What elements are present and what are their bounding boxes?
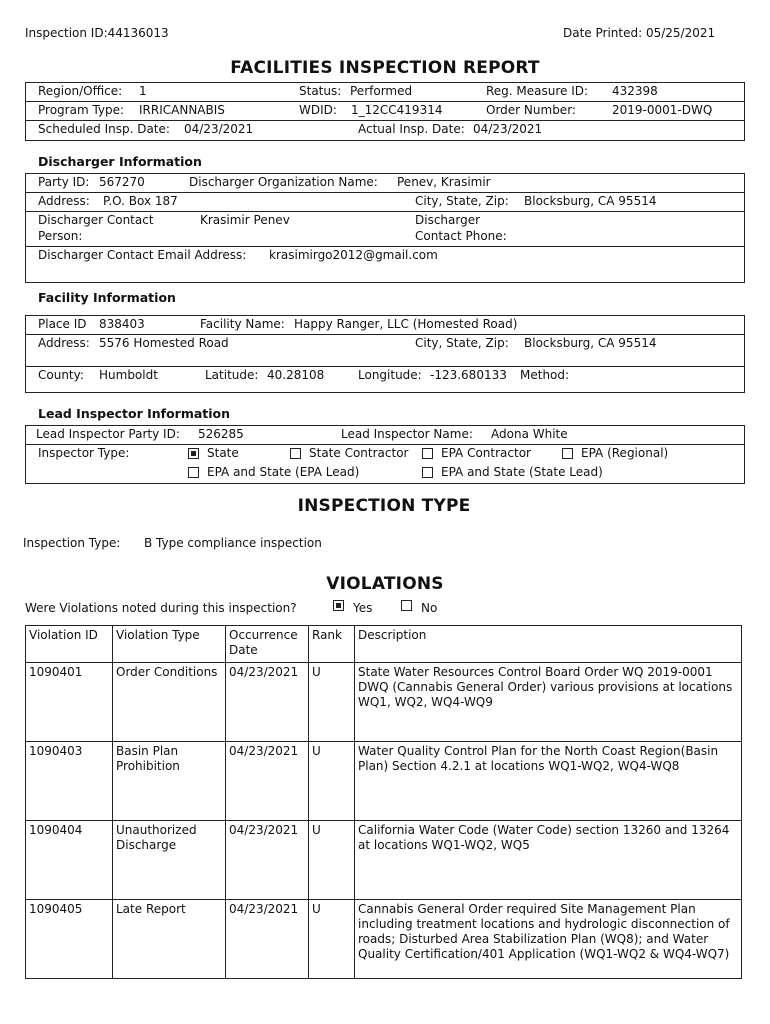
contact-email-label: Discharger Contact Email Address: (38, 248, 247, 262)
discharger-csz-label: City, State, Zip: (415, 194, 509, 208)
table-row (26, 900, 742, 979)
party-id-label: Party ID: (38, 175, 90, 189)
facility-csz-label: City, State, Zip: (415, 336, 509, 350)
party-id-value: 567270 (99, 175, 145, 189)
contact-email-value: krasimirgo2012@gmail.com (269, 248, 438, 262)
rank-cell: U (309, 742, 355, 821)
violation-id-cell: 1090404 (26, 821, 113, 900)
status-value: Performed (350, 84, 413, 98)
divider (25, 120, 745, 121)
discharger-box (25, 173, 745, 283)
violations-title: VIOLATIONS (326, 574, 444, 594)
column-header-violation-id: Violation ID (26, 626, 113, 663)
region-value: 1 (139, 84, 147, 98)
wdid-value: 1_12CC419314 (351, 103, 443, 117)
inspector-type-epa-state-state-lead-checkbox[interactable] (422, 467, 433, 478)
discharger-section-title: Discharger Information (38, 154, 202, 169)
column-header-description: Description (355, 626, 742, 663)
contact-person-label-1: Discharger Contact (38, 213, 154, 227)
region-label: Region/Office: (38, 84, 123, 98)
violations-yes-label: Yes (353, 601, 373, 615)
inspector-type-epa-regional-label: EPA (Regional) (581, 446, 669, 460)
inspection-id: Inspection ID:44136013 (25, 26, 169, 40)
org-name-value: Penev, Krasimir (397, 175, 491, 189)
actual-date-value: 04/23/2021 (473, 122, 543, 136)
description-cell: California Water Code (Water Code) section 13260 and 13264 at locations WQ1-WQ2, WQ5 (355, 821, 742, 900)
county-label: County: (38, 368, 84, 382)
discharger-address-label: Address: (38, 194, 90, 208)
wdid-label: WDID: (299, 103, 337, 117)
rank-cell: U (309, 821, 355, 900)
rank-cell: U (309, 663, 355, 742)
violation-type-cell: Late Report (113, 900, 226, 979)
divider (25, 246, 745, 247)
program-type-value: IRRICANNABIS (139, 103, 225, 117)
inspector-type-state-checkbox[interactable] (188, 448, 199, 459)
inspection-type-value: B Type compliance inspection (144, 536, 322, 550)
violation-type-cell: Order Conditions (113, 663, 226, 742)
violations-no-label: No (421, 601, 438, 615)
rank-cell: U (309, 900, 355, 979)
place-id-value: 838403 (99, 317, 145, 331)
inspection-type-title: INSPECTION TYPE (297, 496, 471, 516)
table-row (26, 742, 742, 821)
occurrence-date-cell: 04/23/2021 (226, 663, 309, 742)
column-header-occurrence-date: Occurrence Date (226, 626, 309, 663)
method-label: Method: (520, 368, 570, 382)
facility-csz-value: Blocksburg, CA 95514 (524, 336, 657, 350)
scheduled-date-label: Scheduled Insp. Date: (38, 122, 170, 136)
lead-inspector-party-id-value: 526285 (198, 427, 244, 441)
table-header-row (26, 626, 742, 663)
status-label: Status: (299, 84, 342, 98)
description-cell: State Water Resources Control Board Order WQ 2019-0001 DWQ (Cannabis General Order) various provisions at locations WQ1, WQ2, WQ4-WQ9 (355, 663, 742, 742)
contact-person-label-2: Person: (38, 229, 83, 243)
report-title: FACILITIES INSPECTION REPORT (230, 58, 540, 78)
violation-id-cell: 1090401 (26, 663, 113, 742)
program-type-label: Program Type: (38, 103, 125, 117)
divider (25, 101, 745, 102)
divider (25, 211, 745, 212)
occurrence-date-cell: 04/23/2021 (226, 900, 309, 979)
contact-phone-label-1: Discharger (415, 213, 481, 227)
inspector-type-epa-contractor-label: EPA Contractor (441, 446, 531, 460)
org-name-label: Discharger Organization Name: (189, 175, 378, 189)
divider (25, 192, 745, 193)
reg-measure-value: 432398 (612, 84, 658, 98)
actual-date-label: Actual Insp. Date: (358, 122, 465, 136)
inspector-type-epa-state-state-lead-label: EPA and State (State Lead) (441, 465, 603, 479)
latitude-value: 40.28108 (267, 368, 325, 382)
place-id-label: Place ID (38, 317, 87, 331)
divider (25, 334, 745, 335)
column-header-violation-type: Violation Type (113, 626, 226, 663)
discharger-csz-value: Blocksburg, CA 95514 (524, 194, 657, 208)
violations-no-checkbox[interactable] (401, 600, 412, 611)
facility-name-value: Happy Ranger, LLC (Homested Road) (294, 317, 518, 331)
lead-inspector-name-value: Adona White (491, 427, 568, 441)
contact-phone-label-2: Contact Phone: (415, 229, 507, 243)
divider (25, 444, 745, 445)
longitude-label: Longitude: (358, 368, 422, 382)
contact-person-value: Krasimir Penev (200, 213, 290, 227)
occurrence-date-cell: 04/23/2021 (226, 821, 309, 900)
date-printed: Date Printed: 05/25/2021 (563, 26, 716, 40)
scheduled-date-value: 04/23/2021 (184, 122, 254, 136)
longitude-value: -123.680133 (430, 368, 507, 382)
description-cell: Water Quality Control Plan for the North Coast Region(Basin Plan) Section 4.2.1 at locations WQ1-WQ2, WQ4-WQ8 (355, 742, 742, 821)
inspector-type-label: Inspector Type: (38, 446, 130, 460)
lead-inspector-section-title: Lead Inspector Information (38, 406, 231, 421)
table-row (26, 821, 742, 900)
county-value: Humboldt (99, 368, 158, 382)
violations-question: Were Violations noted during this inspection? (25, 601, 297, 615)
inspector-type-epa-contractor-checkbox[interactable] (422, 448, 433, 459)
order-number-label: Order Number: (486, 103, 576, 117)
inspection-type-label: Inspection Type: (23, 536, 121, 550)
order-number-value: 2019-0001-DWQ (612, 103, 713, 117)
facility-name-label: Facility Name: (200, 317, 285, 331)
table-row (26, 663, 742, 742)
lead-inspector-name-label: Lead Inspector Name: (341, 427, 473, 441)
violation-type-cell: Basin Plan Prohibition (113, 742, 226, 821)
occurrence-date-cell: 04/23/2021 (226, 742, 309, 821)
inspector-type-state-contractor-label: State Contractor (309, 446, 409, 460)
reg-measure-label: Reg. Measure ID: (486, 84, 589, 98)
violation-id-cell: 1090405 (26, 900, 113, 979)
description-cell: Cannabis General Order required Site Management Plan including treatment locations and hydrologic disconnection of roads; Disturbed Area Stabilization Plan (WQ8); and Water Quality Certification/401 Application (WQ1-WQ2 & WQ4-WQ7) (355, 900, 742, 979)
discharger-address-value: P.O. Box 187 (103, 194, 178, 208)
facility-address-label: Address: (38, 336, 90, 350)
violations-table (25, 625, 742, 979)
inspector-type-epa-state-epa-lead-checkbox[interactable] (188, 467, 199, 478)
violation-type-cell: Unauthorized Discharge (113, 821, 226, 900)
inspector-type-state-contractor-checkbox[interactable] (290, 448, 301, 459)
lead-inspector-party-id-label: Lead Inspector Party ID: (36, 427, 180, 441)
facility-section-title: Facility Information (38, 290, 176, 305)
facility-address-value: 5576 Homested Road (99, 336, 229, 350)
divider (25, 366, 745, 367)
violation-id-cell: 1090403 (26, 742, 113, 821)
inspector-type-state-label: State (207, 446, 239, 460)
latitude-label: Latitude: (205, 368, 259, 382)
violations-yes-checkbox[interactable] (333, 600, 344, 611)
inspector-type-epa-regional-checkbox[interactable] (562, 448, 573, 459)
column-header-rank: Rank (309, 626, 355, 663)
inspector-type-epa-state-epa-lead-label: EPA and State (EPA Lead) (207, 465, 360, 479)
